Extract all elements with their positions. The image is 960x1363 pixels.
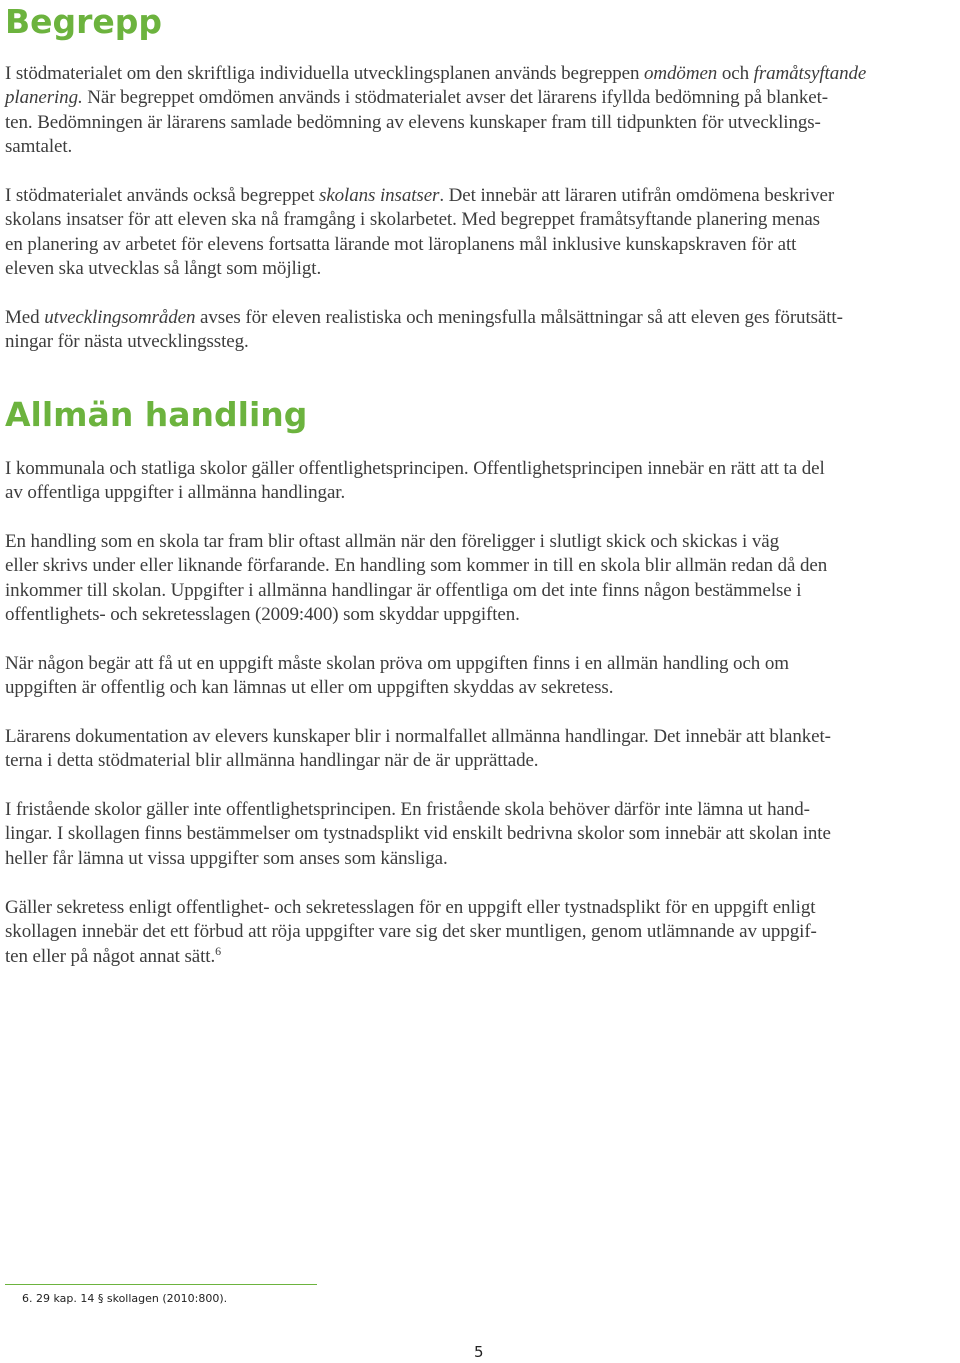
text-line: [5, 306, 960, 330]
text-line: [5, 920, 960, 944]
text-run: I kommunala och statliga skolor gäller offentlighetsprincipen. Offentlighetsprincipen innebär en rätt att ta del: [5, 458, 825, 479]
text-run: Med: [5, 307, 45, 328]
text-run: avses för eleven realistiska och meningsfulla målsättningar så att eleven ges förutsätt-: [195, 307, 843, 328]
text-line: [5, 896, 960, 920]
text-line: [5, 135, 960, 159]
text-run: lingar. I skollagen finns bestämmelser om tystnadsplikt vid enskilt bedrivna skolor som innebär att skolan inte: [5, 823, 831, 845]
text-run: av offentliga uppgifter i allmänna handlingar.: [5, 482, 346, 504]
text-run: skolans insatser för att eleven ska nå framgång i skolarbetet. Med begreppet framåtsyftande planering menas: [5, 209, 820, 231]
text-run: ten. Bedömningen är lärarens samlade bedömning av elevens kunskaper fram till tidpunkten för utvecklings-: [5, 111, 821, 133]
text-run: eller skrivs under eller liknande förfarande. En handling som kommer in till en skola blir allmän redan då den: [5, 555, 828, 577]
text-line: [5, 457, 960, 481]
paragraph: [5, 725, 960, 774]
text-line: [5, 530, 960, 554]
text-run: Lärarens dokumentation av elevers kunskaper blir i normalfallet allmänna handlingar. Det innebär att blanket-: [5, 726, 831, 747]
text-run: en planering av arbetet för elevens fortsatta lärande mot läroplanens mål inklusive kunskapskraven för att: [5, 233, 797, 255]
text-line: [5, 579, 960, 603]
page-number: 5: [474, 1343, 484, 1361]
text-run: ningar för nästa utvecklingssteg.: [5, 331, 249, 353]
text-run: och: [717, 63, 754, 84]
text-run: heller får lämna ut vissa uppgifter som anses som känsliga.: [5, 847, 448, 869]
text-line: [5, 847, 960, 871]
text-run: eleven ska utvecklas så långt som möjligt.: [5, 258, 322, 280]
paragraph: [5, 896, 960, 969]
paragraph: [5, 530, 960, 628]
text-line: [5, 111, 960, 135]
text-run: En handling som en skola tar fram blir oftast allmän när den föreligger i slutligt skick och skickas i väg: [5, 531, 780, 552]
text-run: När begreppet omdömen används i stödmaterialet avser det lärarens ifyllda bedömning på blanket-: [82, 87, 829, 109]
text-line: [5, 481, 960, 505]
text-line: [5, 725, 960, 749]
text-run: samtalet.: [5, 136, 73, 158]
text-run: Gäller sekretess enligt offentlighet- och sekretesslagen för en uppgift eller tystnadsplikt för en uppgift enligt: [5, 897, 816, 918]
text-line: [5, 233, 960, 257]
text-run: I stödmaterialet används också begreppet: [5, 185, 320, 206]
text-run: . Det innebär att läraren utifrån omdömena beskriver: [439, 185, 835, 206]
text-line: [5, 257, 960, 281]
italic-term: planering.: [5, 87, 83, 109]
text-run: terna i detta stödmaterial blir allmänna handlingar när de är upprättade.: [5, 750, 539, 772]
text-line: [5, 184, 960, 208]
text-line: [5, 945, 960, 969]
italic-term: omdömen: [644, 63, 718, 84]
text-run: När någon begär att få ut en uppgift måste skolan pröva om uppgiften finns i en allmän handling och om: [5, 653, 789, 674]
heading-begrepp: Begrepp: [5, 2, 163, 41]
paragraph: [5, 652, 960, 701]
heading-allman-handling: Allmän handling: [5, 395, 308, 434]
italic-term: skolans insatser: [319, 185, 440, 206]
italic-term: framåtsyftande: [753, 63, 867, 84]
text-line: [5, 603, 960, 627]
paragraph: [5, 457, 960, 506]
text-run: ten eller på något annat sätt.: [5, 945, 216, 967]
text-run: skollagen innebär det ett förbud att röja uppgifter vare sig det sker muntligen, genom utlämnande av uppgif-: [5, 921, 817, 943]
text-run: I fristående skolor gäller inte offentlighetsprincipen. En fristående skola behöver därför inte lämna ut hand-: [5, 799, 810, 820]
text-run: uppgiften är offentlig och kan lämnas ut eller om uppgiften skyddas av sekretess.: [5, 677, 614, 699]
text-line: [5, 554, 960, 578]
footnote: 6. 29 kap. 14 § skollagen (2010:800).: [22, 1292, 228, 1305]
footnote-divider: [5, 1284, 317, 1285]
text-line: [5, 208, 960, 232]
paragraph: [5, 184, 960, 282]
footnote-reference: 6: [215, 943, 222, 958]
text-line: [5, 749, 960, 773]
text-line: [5, 798, 960, 822]
text-run: offentlighets- och sekretesslagen (2009:400) som skyddar uppgiften.: [5, 604, 520, 626]
text-line: [5, 86, 960, 110]
paragraph: [5, 798, 960, 871]
paragraph: [5, 62, 960, 160]
text-line: [5, 62, 960, 86]
text-line: [5, 822, 960, 846]
paragraph: [5, 306, 960, 355]
text-line: [5, 652, 960, 676]
text-line: [5, 676, 960, 700]
text-run: I stödmaterialet om den skriftliga individuella utvecklingsplanen används begreppen: [5, 63, 645, 84]
text-run: inkommer till skolan. Uppgifter i allmänna handlingar är offentliga om det inte finns någon bestämmelse i: [5, 579, 802, 601]
text-line: [5, 330, 960, 354]
italic-term: utvecklingsområden: [44, 307, 196, 328]
